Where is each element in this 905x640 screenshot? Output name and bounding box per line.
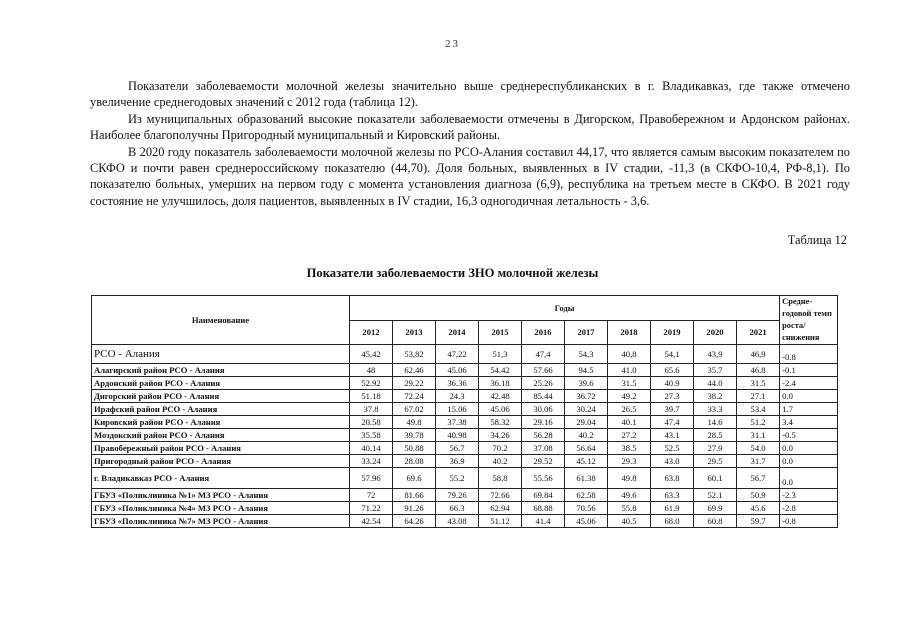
table-cell: 69.9 xyxy=(694,502,737,515)
table-cell: 69.84 xyxy=(522,489,565,502)
table-cell: 58.32 xyxy=(479,416,522,429)
table-cell: 56.28 xyxy=(522,429,565,442)
table-row xyxy=(92,455,838,468)
row-name: ГБУЗ «Поликлиника №4» МЗ РСО - Алания xyxy=(92,502,350,515)
table-cell: 38.2 xyxy=(694,390,737,403)
column-header-years: Годы xyxy=(350,296,780,321)
table-cell: 53,82 xyxy=(393,345,436,364)
table-cell: 48 xyxy=(350,364,393,377)
table-row xyxy=(92,345,838,364)
table-cell: 70.56 xyxy=(565,502,608,515)
table-cell: 52.5 xyxy=(651,442,694,455)
table-cell: 72.66 xyxy=(479,489,522,502)
table-cell: 62.94 xyxy=(479,502,522,515)
table-cell: 57.96 xyxy=(350,468,393,489)
table-row xyxy=(92,489,838,502)
table-row xyxy=(92,403,838,416)
body-text xyxy=(90,78,850,209)
table-cell: 51.18 xyxy=(350,390,393,403)
table-cell: 54,1 xyxy=(651,345,694,364)
table-row xyxy=(92,377,838,390)
table-cell: 45.06 xyxy=(436,364,479,377)
table-cell: 40.9 xyxy=(651,377,694,390)
trend-cell: 0.0 xyxy=(780,390,838,403)
table-cell: 30.06 xyxy=(522,403,565,416)
year-header: 2017 xyxy=(565,320,608,345)
row-name: Ардонский район РСО - Алания xyxy=(92,377,350,390)
table-cell: 40.1 xyxy=(608,416,651,429)
table-cell: 64.26 xyxy=(393,515,436,528)
table-cell: 40,8 xyxy=(608,345,651,364)
table-cell: 40.5 xyxy=(608,515,651,528)
table-cell: 52.1 xyxy=(694,489,737,502)
table-cell: 49.8 xyxy=(393,416,436,429)
page-number: 23 xyxy=(445,38,460,50)
table-cell: 68.0 xyxy=(651,515,694,528)
table-cell: 31.1 xyxy=(737,429,780,442)
table-cell: 24.3 xyxy=(436,390,479,403)
table-cell: 43,9 xyxy=(694,345,737,364)
row-name: Дигорский район РСО - Алания xyxy=(92,390,350,403)
table-row xyxy=(92,468,838,489)
table-cell: 45.06 xyxy=(565,515,608,528)
table-cell: 40.98 xyxy=(436,429,479,442)
table-cell: 56.7 xyxy=(436,442,479,455)
row-name: ГБУЗ «Поликлиника №7» МЗ РСО - Алания xyxy=(92,515,350,528)
table-cell: 35.58 xyxy=(350,429,393,442)
year-header: 2018 xyxy=(608,320,651,345)
table-row xyxy=(92,515,838,528)
trend-cell: -0.5 xyxy=(780,429,838,442)
table-cell: 69.6 xyxy=(393,468,436,489)
table-cell: 36.72 xyxy=(565,390,608,403)
table-caption: Таблица 12 xyxy=(787,233,847,247)
trend-cell: -0.8 xyxy=(780,345,838,364)
table-cell: 29.3 xyxy=(608,455,651,468)
table-cell: 38.5 xyxy=(608,442,651,455)
table-cell: 28.08 xyxy=(393,455,436,468)
trend-cell: 1.7 xyxy=(780,403,838,416)
table-cell: 94.5 xyxy=(565,364,608,377)
table-cell: 51,3 xyxy=(479,345,522,364)
trend-cell: 3.4 xyxy=(780,416,838,429)
table-row xyxy=(92,364,838,377)
table-cell: 39.7 xyxy=(651,403,694,416)
table-cell: 46,9 xyxy=(737,345,780,364)
table-title: Показатели заболеваемости ЗНО молочной железы xyxy=(306,266,599,280)
table-cell: 33.24 xyxy=(350,455,393,468)
table-cell: 50.9 xyxy=(737,489,780,502)
table-cell: 31.5 xyxy=(737,377,780,390)
table-cell: 44.0 xyxy=(694,377,737,390)
trend-cell: 0.0 xyxy=(780,442,838,455)
table-cell: 58.8 xyxy=(479,468,522,489)
table-cell: 37.8 xyxy=(350,403,393,416)
row-name: Моздокский район РСО - Алания xyxy=(92,429,350,442)
table-cell: 70.2 xyxy=(479,442,522,455)
table-cell: 27.1 xyxy=(737,390,780,403)
table-cell: 45.12 xyxy=(565,455,608,468)
table-cell: 33.3 xyxy=(694,403,737,416)
table-cell: 72 xyxy=(350,489,393,502)
table-cell: 37.38 xyxy=(436,416,479,429)
row-name: РСО - Алания xyxy=(92,345,350,364)
table-cell: 55.8 xyxy=(608,502,651,515)
table-cell: 54,3 xyxy=(565,345,608,364)
column-header-name: Наименование xyxy=(92,296,350,345)
table-cell: 28.5 xyxy=(694,429,737,442)
year-header: 2015 xyxy=(479,320,522,345)
year-header: 2012 xyxy=(350,320,393,345)
table-row xyxy=(92,390,838,403)
table-cell: 59.7 xyxy=(737,515,780,528)
table-cell: 29.52 xyxy=(522,455,565,468)
table-cell: 81.66 xyxy=(393,489,436,502)
table-cell: 52.92 xyxy=(350,377,393,390)
trend-cell: 0.0 xyxy=(780,455,838,468)
year-header: 2016 xyxy=(522,320,565,345)
table-cell: 29.04 xyxy=(565,416,608,429)
table-cell: 49.8 xyxy=(608,468,651,489)
table-row xyxy=(92,502,838,515)
table-cell: 57.66 xyxy=(522,364,565,377)
table-cell: 34.26 xyxy=(479,429,522,442)
table-cell: 47,4 xyxy=(522,345,565,364)
table-cell: 42.54 xyxy=(350,515,393,528)
row-name: Ирафский район РСО - Алания xyxy=(92,403,350,416)
row-name: Пригородный район РСО - Алания xyxy=(92,455,350,468)
table-cell: 54.0 xyxy=(737,442,780,455)
table-cell: 46.8 xyxy=(737,364,780,377)
table-cell: 29.16 xyxy=(522,416,565,429)
table-cell: 55.56 xyxy=(522,468,565,489)
table-cell: 31.7 xyxy=(737,455,780,468)
table-cell: 29.22 xyxy=(393,377,436,390)
table-cell: 40.14 xyxy=(350,442,393,455)
table-cell: 43.0 xyxy=(651,455,694,468)
table-cell: 14.6 xyxy=(694,416,737,429)
trend-cell: -2.3 xyxy=(780,489,838,502)
table-cell: 40.2 xyxy=(565,429,608,442)
table-cell: 51.2 xyxy=(737,416,780,429)
table-cell: 36.18 xyxy=(479,377,522,390)
table-cell: 41.0 xyxy=(608,364,651,377)
trend-cell: -2.8 xyxy=(780,502,838,515)
table-cell: 56.64 xyxy=(565,442,608,455)
table-cell: 62.58 xyxy=(565,489,608,502)
table-cell: 60.8 xyxy=(694,515,737,528)
year-header: 2019 xyxy=(651,320,694,345)
paragraph: Из муниципальных образований высокие показатели заболеваемости отмечены в Дигорском, Правобережном и Ардонском районах. Наиболее благополучны Пригородный муниципальный и Кировский районы. xyxy=(90,111,850,143)
table-cell: 79.26 xyxy=(436,489,479,502)
table-cell: 47,22 xyxy=(436,345,479,364)
row-name: Правобережный район РСО - Алания xyxy=(92,442,350,455)
incidence-table xyxy=(91,295,838,528)
table-cell: 45.06 xyxy=(479,403,522,416)
table-cell: 85.44 xyxy=(522,390,565,403)
trend-cell: -0.1 xyxy=(780,364,838,377)
table-cell: 63.8 xyxy=(651,468,694,489)
table-cell: 43.1 xyxy=(651,429,694,442)
table-cell: 37.08 xyxy=(522,442,565,455)
table-cell: 30.24 xyxy=(565,403,608,416)
table-cell: 66.3 xyxy=(436,502,479,515)
table-cell: 29.5 xyxy=(694,455,737,468)
table-cell: 56.7 xyxy=(737,468,780,489)
table-cell: 72.24 xyxy=(393,390,436,403)
table-cell: 91.26 xyxy=(393,502,436,515)
table-cell: 65.6 xyxy=(651,364,694,377)
table-cell: 36.36 xyxy=(436,377,479,390)
table-cell: 54.42 xyxy=(479,364,522,377)
table-cell: 68.88 xyxy=(522,502,565,515)
trend-cell: -2.4 xyxy=(780,377,838,390)
year-header: 2014 xyxy=(436,320,479,345)
table-cell: 15.06 xyxy=(436,403,479,416)
table-cell: 43.08 xyxy=(436,515,479,528)
year-header: 2020 xyxy=(694,320,737,345)
table-cell: 41.4 xyxy=(522,515,565,528)
year-header: 2013 xyxy=(393,320,436,345)
table-cell: 49.2 xyxy=(608,390,651,403)
row-name: Алагирский район РСО - Алания xyxy=(92,364,350,377)
table-cell: 51.12 xyxy=(479,515,522,528)
trend-cell: 0.0 xyxy=(780,468,838,489)
table-cell: 25.26 xyxy=(522,377,565,390)
paragraph: В 2020 году показатель заболеваемости молочной железы по РСО-Алания составил 44,17, что является самым высоким показателем по СКФО и почти равен среднероссийскому показателю (44,70). Доля больных, выявленных в IV стадии, -11,3 (в СКФО-10,4, РФ-8,1). По показателю больных, умерших на первом году с момента установления диагноза (6,9), республика на третьем месте в СКФО. В 2021 году состояние не улучшилось, доля пациентов, выявленных в IV стадии, 16,3 одногодичная летальность - 3,6. xyxy=(90,144,850,208)
table-cell: 49.6 xyxy=(608,489,651,502)
table-cell: 27.3 xyxy=(651,390,694,403)
table-cell: 26.5 xyxy=(608,403,651,416)
column-header-trend: Средне-годовой темп роста/ снижения xyxy=(780,296,838,345)
paragraph: Показатели заболеваемости молочной железы значительно выше среднереспубликанских в г. Владикавказ, где также отмечено увеличение среднегодовых значений с 2012 года (таблица 12). xyxy=(90,79,850,110)
table-cell: 53.4 xyxy=(737,403,780,416)
row-name: ГБУЗ «Поликлиника №1» МЗ РСО - Алания xyxy=(92,489,350,502)
table-cell: 60.1 xyxy=(694,468,737,489)
table-cell: 39.78 xyxy=(393,429,436,442)
table-cell: 45,42 xyxy=(350,345,393,364)
table-cell: 20.58 xyxy=(350,416,393,429)
table-cell: 71.22 xyxy=(350,502,393,515)
table-cell: 27.9 xyxy=(694,442,737,455)
table-row xyxy=(92,429,838,442)
table-cell: 42.48 xyxy=(479,390,522,403)
table-cell: 39.6 xyxy=(565,377,608,390)
table-row xyxy=(92,442,838,455)
table-cell: 62.46 xyxy=(393,364,436,377)
table-cell: 50.88 xyxy=(393,442,436,455)
table-cell: 40.2 xyxy=(479,455,522,468)
table-cell: 36.9 xyxy=(436,455,479,468)
table-cell: 47.4 xyxy=(651,416,694,429)
row-name: г. Владикавказ РСО - Алания xyxy=(92,468,350,489)
trend-cell: -0.8 xyxy=(780,515,838,528)
table-cell: 55.2 xyxy=(436,468,479,489)
table-cell: 61.38 xyxy=(565,468,608,489)
table-cell: 27.2 xyxy=(608,429,651,442)
table-cell: 67.02 xyxy=(393,403,436,416)
year-header: 2021 xyxy=(737,320,780,345)
table-body xyxy=(92,345,838,528)
row-name: Кировский район РСО - Алания xyxy=(92,416,350,429)
table-cell: 63.3 xyxy=(651,489,694,502)
table-row xyxy=(92,416,838,429)
table-cell: 31.5 xyxy=(608,377,651,390)
table-cell: 61.9 xyxy=(651,502,694,515)
table-cell: 45.6 xyxy=(737,502,780,515)
table-cell: 35.7 xyxy=(694,364,737,377)
